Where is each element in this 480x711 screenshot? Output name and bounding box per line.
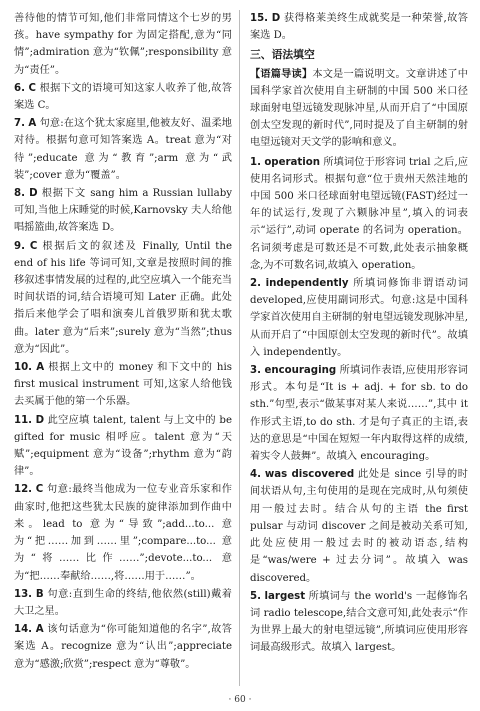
answer-paragraph [14,359,232,411]
answer-paragraph [14,185,232,237]
answer-letter: A [36,362,45,374]
answer-letter: D [29,188,38,200]
answer-paragraph [250,362,468,465]
explanation-text: 善待他的情节可知,他们非常同情这个七岁的男孩。have sympathy for 为固定搭配,意为“同情”;admiration 意为“钦佩”;responsibility 意为“责任”。 [14,13,232,76]
answer-paragraph [14,80,232,114]
guide-text: 本文是一篇说明文。文章讲述了中国科学家首次使用自主研制的中国 500 米口径球面射电望远镜发现脉冲星,从而开启了“中国原创太空发现的新时代”,同时提及了自主研制的射电望远镜对天文学的影响和意义。 [250,68,468,149]
answer-letter: C [29,240,38,252]
answer-word: operation [264,156,321,168]
answer-paragraph [250,466,468,586]
explanation-text: 所填词作表语,应使用形容词形式。本句是“It is + adj. + for sb. to do sth.”句型,表示“做某事对某人来说……”,其中 it 作形式主语,to do sth. 才是句子真正的主语,表达的意思是“中国在短短一年内取得这样的成绩,着实令人鼓舞”。故填入 encouraging。 [250,365,468,463]
answer-paragraph [14,10,232,79]
question-number: 8. [14,188,25,200]
answer-letter: A [28,118,37,130]
answer-letter: D [35,414,45,426]
guide-title: 【语篇导读】 [250,68,313,80]
answer-paragraph [250,10,468,44]
question-number: 14. [14,624,33,636]
explanation-text: 所填词与 the world's 一起修饰名词 radio telescope,结合文意可知,此处表示“作为世界上最大的射电望远镜”,所填词应使用形容词最高级形式。故填入 largest。 [250,590,468,654]
explanation-text: 所填词修饰非谓语动词 developed,应使用副词形式。句意:这是中国科学家首次使用自主研制的射电望远镜发现脉冲星,从而开启了“中国原创太空发现的新时代”。故填入 independently。 [250,278,469,358]
explanation-text: 所填词位于形容词 trial 之后,应使用名词形式。根据句意“位于贵州天然洼地的中国 500 米口径球面射电望远镜(FAST)经过一年的试运行,发现了六颗脉冲星”,填入的词表示“运行”,动词 operate 的名词为 operation。名词须考虑是可数还是不可数,此处表示抽象概念,为不可数名词,故填入 operation。 [250,156,468,271]
left-column [14,10,232,674]
answer-word: was discovered [264,469,355,481]
answer-paragraph [14,238,232,358]
explanation-text: 根据上文中的 money 和下文中的 his first musical instrument 可知,这家人给他钱去买属于他的第一个乐器。 [14,362,232,408]
answer-letter: A [35,624,44,636]
answer-letter: C [35,484,44,496]
answer-word: encouraging [264,365,337,377]
answer-paragraph [14,412,232,481]
answer-paragraph [250,588,468,657]
question-number: 9. [14,240,25,252]
explanation-text: 根据后文的叙述及 Finally, Until the end of his life 等词可知,文章是按照时间的推移叙述事情发展的过程的,此空应填入一个能充当时间状语的词,结合语境可知 Later 正确。此处指后来他学会了唱和演奏儿首俄罗斯和犹太歌曲。later 意为“后来”;surely 意为“当然”;thus 意为“因此”。 [14,240,232,355]
answer-word: largest [264,590,306,602]
question-number: 1. [250,156,261,168]
explanation-text: 该句话意为“你可能知道他的名字”,故答案选 A。recognize 意为“认出”;appreciate 意为“感激;欣赏”;respect 意为“尊敬”。 [14,624,232,670]
answer-letter: B [35,588,44,600]
answer-paragraph [250,154,468,274]
explanation-text: 句意:在这个犹太家庭里,他被友好、温柔地对待。根据句意可知答案选 A。treat 意为“对待”;educate 意为“教育”;arm 意为“武装”;cover 意为“覆盖”。 [14,118,232,181]
question-number: 4. [250,469,261,481]
answer-paragraph [14,481,232,584]
column-divider [239,10,240,686]
question-number: 15. [250,13,269,24]
question-number: 12. [14,484,33,496]
explanation-text: 句意:最终当他成为一位专业音乐家和作曲家时,他把这些犹太民族的旋律添加到作曲中来。lead to 意为“导致”;add...to... 意为“把……加到……里”;compare...to... 意为“将……比作……”;devote...to... 意为“把……奉献给……,将……用于……”。 [14,484,232,582]
explanation-text: 句意:直到生命的终结,他依然(still)戴着大卫之星。 [14,588,232,617]
question-number: 2. [250,278,261,290]
right-column [250,10,468,658]
explanation-text: 此处是 since 引导的时间状语从句,主句使用的是现在完成时,从句须使用一般过去时。结合从句的主语 the first pulsar 与动词 discover 之间是被动关系可知,此处应使用一般过去时的被动语态,结构是“was/were + 过去分词”。故填入 was discovered。 [250,469,468,584]
explanation-text: 根据下文 sang him a Russian lullaby 可知,当他上床睡觉的时候,Karnovsky 夫人给他唱摇篮曲,故答案选 D。 [14,188,232,234]
question-number: 10. [14,362,33,374]
question-number: 13. [14,588,33,600]
answer-word: independently [265,278,349,290]
question-number: 11. [14,414,33,426]
answer-letter: D [271,13,281,24]
question-number: 3. [250,365,261,377]
explanation-text: 根据下文的语境可知这家人收养了他,故答案选 C。 [14,82,232,112]
answer-paragraph [14,115,232,184]
answer-paragraph [250,275,468,361]
question-number: 6. [14,82,25,94]
answer-paragraph [14,586,232,620]
reading-guide [250,66,468,152]
explanation-text: 此空应填 talent, talent 与上文中的 be gifted for music 相呼应。talent 意为“天赋”;equipment 意为“设备”;rhythm 意为“韵律”。 [14,414,232,478]
answer-paragraph [14,621,232,673]
page-number: · 60 · [228,695,252,705]
explanation-text: 获得格莱美终生成就奖是一种荣誉,故答案选 D。 [250,13,468,42]
answer-letter: C [28,82,37,94]
question-number: 7. [14,118,25,130]
question-number: 5. [250,590,261,602]
section-title: 三、语法填空 [250,48,315,62]
